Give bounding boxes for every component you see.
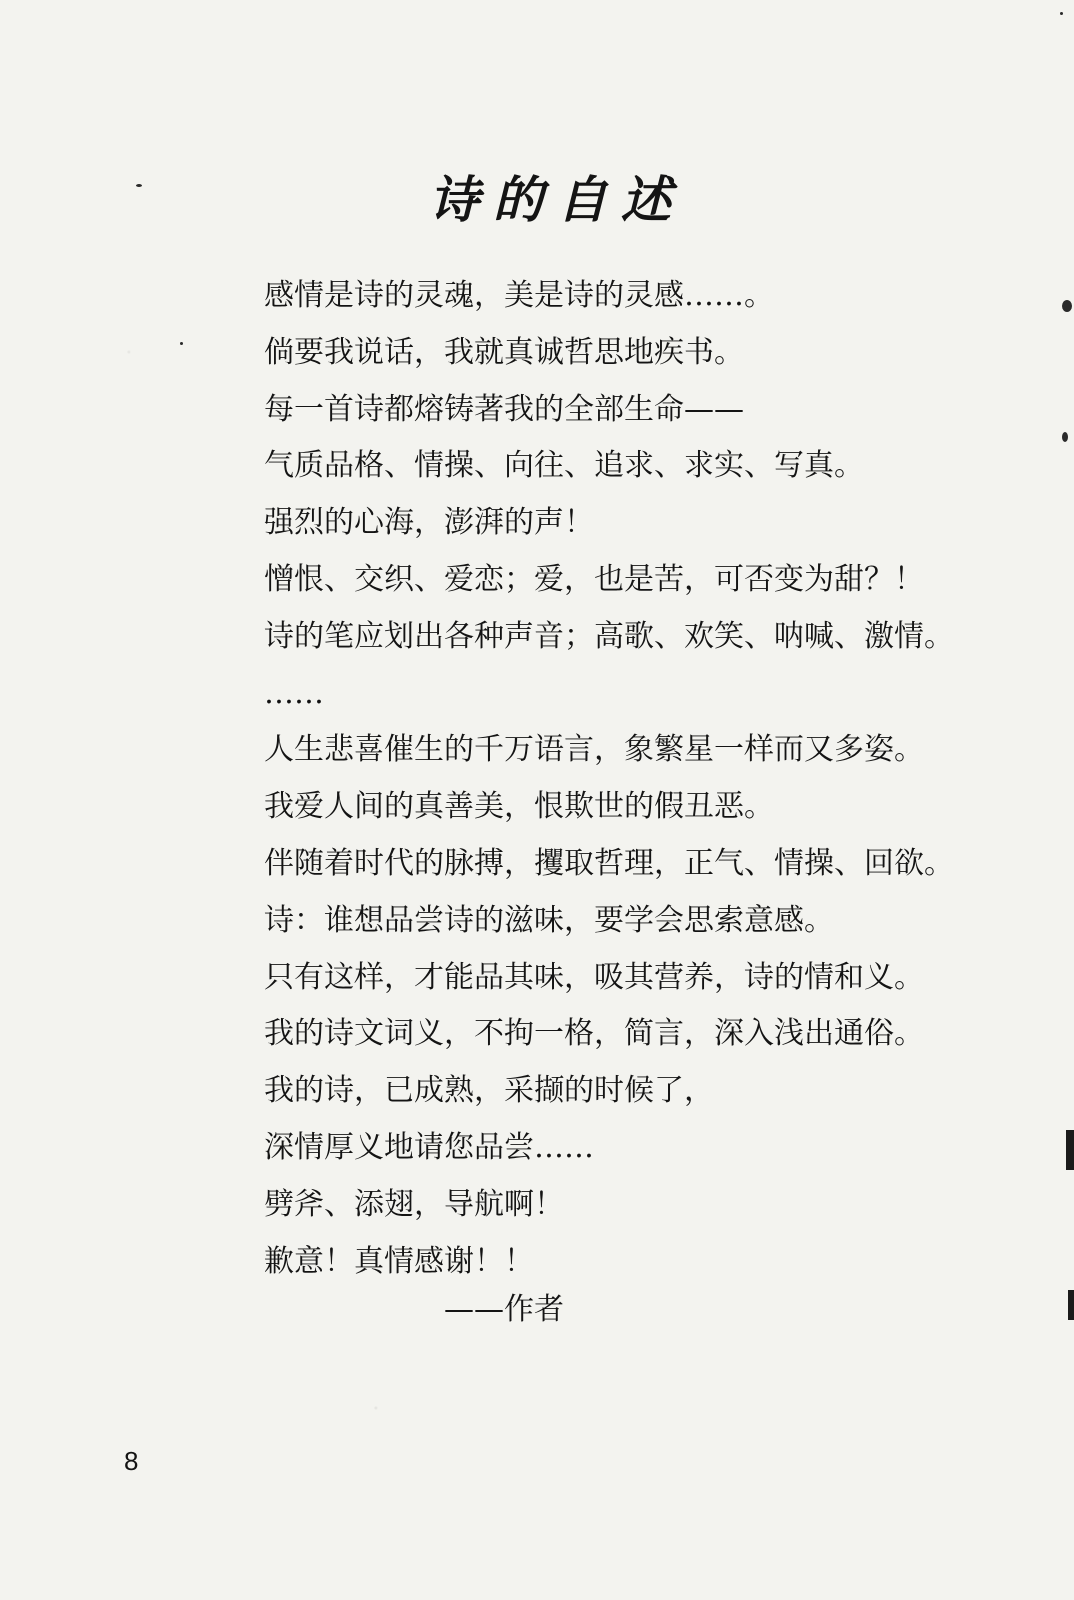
poem-line: 伴随着时代的脉搏，攫取哲理，正气、情操、回欲。: [264, 845, 954, 881]
poem-title: 诗的自述: [429, 170, 685, 229]
poem-line: 感情是诗的灵魂，美是诗的灵感……。: [264, 278, 774, 313]
poem-line: 我的诗文词义，不拘一格，简言，深入浅出通俗。: [264, 1016, 924, 1052]
poem-line: 诗：谁想品尝诗的滋味，要学会思索意感。: [264, 902, 834, 938]
poem-line: 歉意！真情感谢！！: [264, 1243, 534, 1279]
poem-line: 劈斧、添翅，导航啊！: [264, 1186, 564, 1222]
poem-line: 强烈的心海，澎湃的声！: [264, 505, 594, 541]
page-edge-shadow: [1068, 1290, 1074, 1320]
poem-line: 每一首诗都熔铸著我的全部生命——: [264, 391, 744, 427]
poem-line: 只有这样，才能品其味，吸其营养，诗的情和义。: [264, 959, 924, 995]
poem-ellipsis: ……: [264, 675, 324, 711]
ink-speck: [180, 342, 183, 345]
poem-line: 气质品格、情操、向往、追求、求实、写真。: [264, 448, 864, 484]
poem-line: 倘要我说话，我就真诚哲思地疾书。: [264, 334, 744, 370]
poem-line: 深情厚义地请您品尝……: [264, 1129, 594, 1165]
page-edge-shadow: [1066, 1130, 1074, 1170]
poem-line: 人生悲喜催生的千万语言，象繁星一样而又多姿。: [264, 732, 924, 768]
poem-line: 诗的笔应划出各种声音；高歌、欢笑、呐喊、激情。: [264, 618, 954, 654]
ink-speck: [1062, 300, 1072, 312]
page-number: 8: [124, 1446, 139, 1476]
ink-speck: [1060, 12, 1063, 15]
poem-line: 我的诗，已成熟，采撷的时候了，: [264, 1073, 714, 1109]
ink-speck: [1062, 432, 1068, 442]
author-signature: ——作者: [444, 1292, 564, 1327]
poem-line: 我爱人间的真善美，恨欺世的假丑恶。: [264, 789, 774, 825]
poem-line: 憎恨、交织、爱恋；爱，也是苦，可否变为甜？！: [264, 561, 924, 597]
poem-body: [264, 268, 984, 1290]
